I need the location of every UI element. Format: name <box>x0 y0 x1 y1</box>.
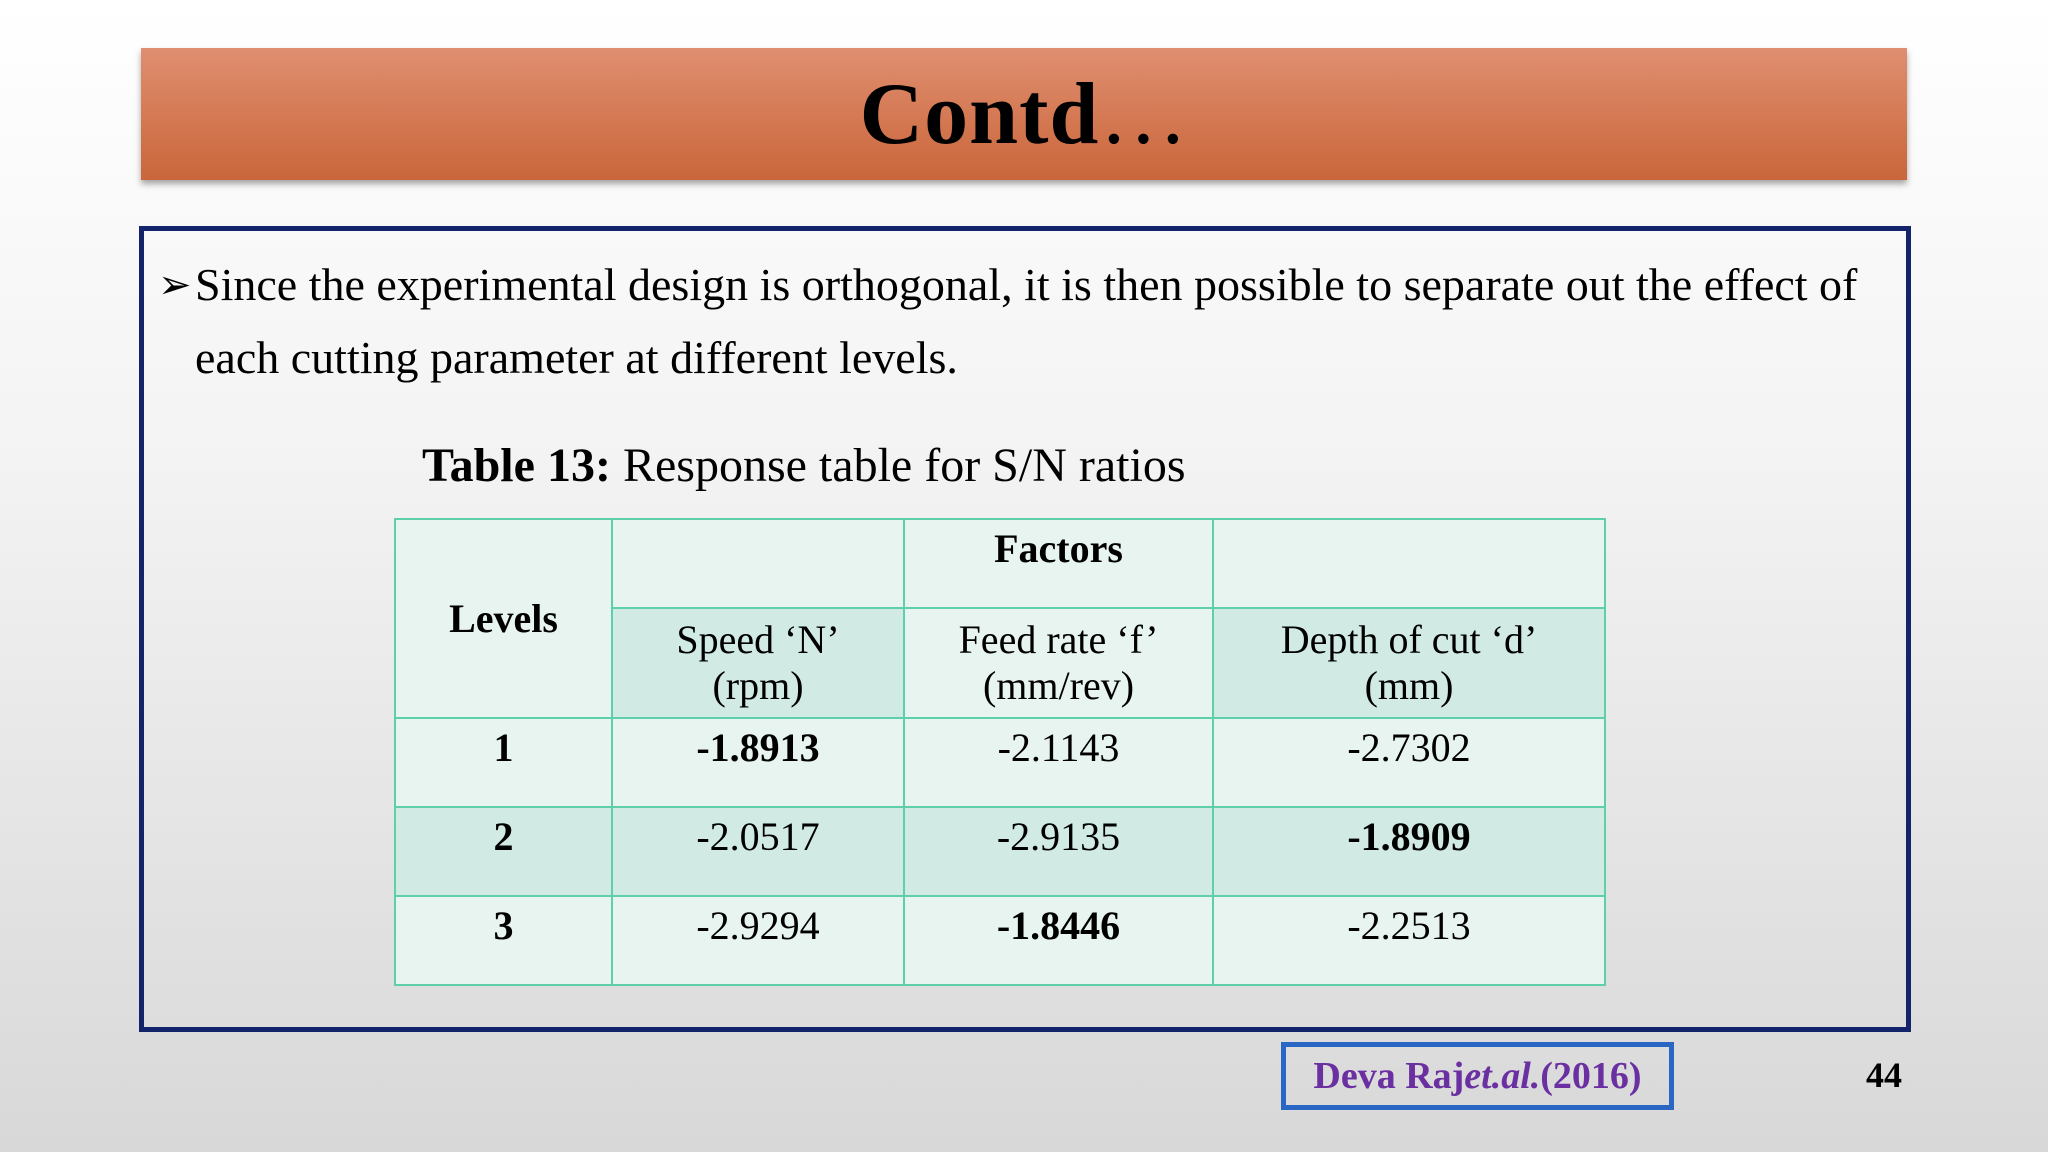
header-feed-rate: Feed rate ‘f’ (mm/rev) <box>904 608 1213 718</box>
title-ellipsis: … <box>1099 65 1189 163</box>
citation-etal: et.al. <box>1464 1055 1541 1097</box>
page-number: 44 <box>1866 1055 1902 1095</box>
header-levels: Levels <box>395 519 612 718</box>
title-bar <box>141 48 1907 180</box>
value-cell: -2.0517 <box>612 807 904 896</box>
header-empty-left <box>612 519 904 608</box>
table-row <box>395 896 1605 985</box>
citation-box <box>1281 1042 1674 1110</box>
table-row <box>395 807 1605 896</box>
citation-year: (2016) <box>1540 1055 1642 1097</box>
level-cell: 3 <box>395 896 612 985</box>
slide-title: Contd… <box>859 65 1189 163</box>
level-cell: 1 <box>395 718 612 807</box>
header-factors: Factors <box>904 519 1213 608</box>
value-cell: -2.7302 <box>1213 718 1605 807</box>
value-cell: -1.8446 <box>904 896 1213 985</box>
value-cell: -2.9135 <box>904 807 1213 896</box>
bullet-point <box>158 248 1898 394</box>
response-table <box>394 518 1606 986</box>
bullet-arrow-icon: ➢ <box>158 262 192 307</box>
value-cell: -2.9294 <box>612 896 904 985</box>
header-empty-right <box>1213 519 1605 608</box>
citation-author: Deva Raj <box>1313 1055 1465 1097</box>
header-depth-of-cut: Depth of cut ‘d’ (mm) <box>1213 608 1605 718</box>
table-caption <box>422 438 1186 493</box>
header-speed: Speed ‘N’ (rpm) <box>612 608 904 718</box>
level-cell: 2 <box>395 807 612 896</box>
table-caption-label: Table 13: <box>422 439 611 492</box>
table-row <box>395 718 1605 807</box>
table-caption-text: Response table for S/N ratios <box>610 439 1186 492</box>
bullet-text: Since the experimental design is orthogonal, it is then possible to separate out the effect of each cutting parameter at different levels. <box>195 259 1858 383</box>
value-cell: -1.8913 <box>612 718 904 807</box>
value-cell: -2.2513 <box>1213 896 1605 985</box>
value-cell: -2.1143 <box>904 718 1213 807</box>
value-cell: -1.8909 <box>1213 807 1605 896</box>
